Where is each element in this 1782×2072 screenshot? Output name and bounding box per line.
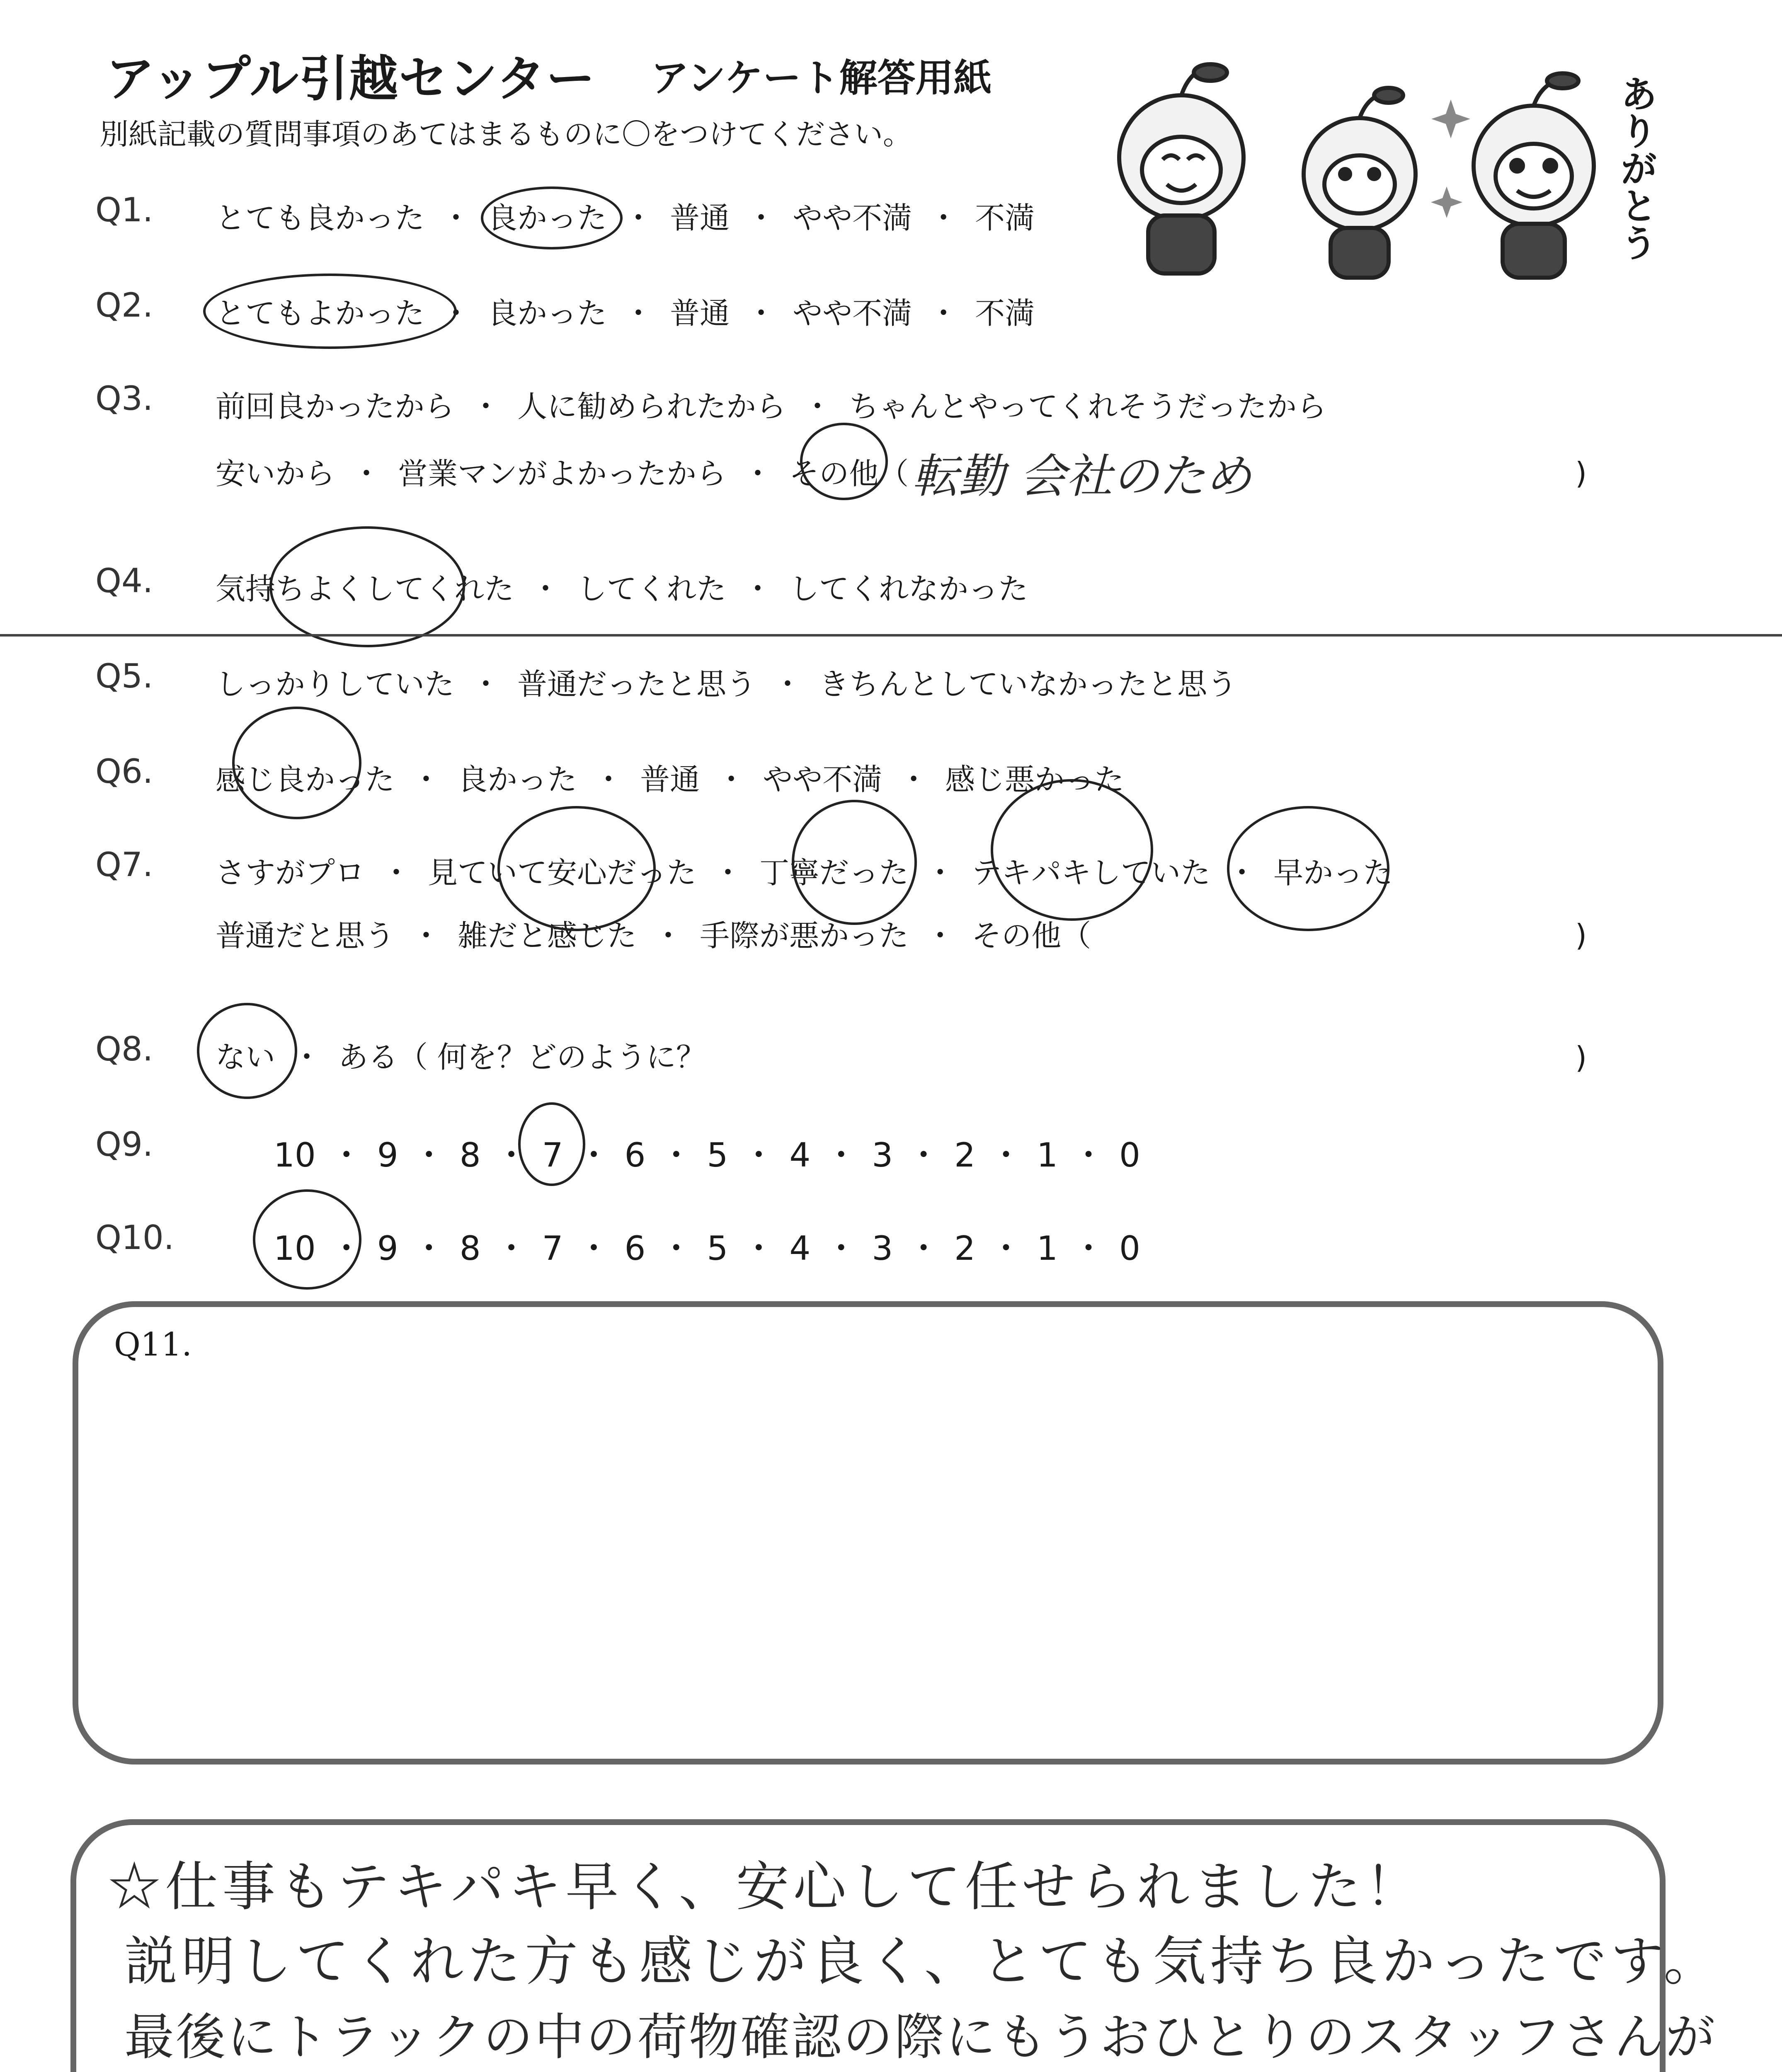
score-5[interactable]: 5 (707, 1229, 728, 1268)
option-good-salesman[interactable]: 営業マンがよかったから (398, 456, 727, 491)
score-6[interactable]: 6 (624, 1136, 646, 1174)
score-1[interactable]: 1 (1037, 1229, 1058, 1268)
selection-circle (991, 779, 1153, 921)
option-somewhat-dissatisfied[interactable]: やや不満 (763, 762, 883, 797)
option-professional[interactable]: さすがプロ (216, 855, 365, 890)
closing-paren: ) (1575, 456, 1587, 491)
score-5[interactable]: 5 (707, 1136, 728, 1174)
mascot-illustration (1086, 50, 1658, 282)
option-very-good[interactable]: とても良かった (216, 201, 425, 235)
option-very-good[interactable]: とてもよかった (216, 296, 425, 331)
question-row-q3-line2: 安いから ・ 営業マンがよかったから ・ その他（ (216, 456, 909, 491)
option-good[interactable]: 良かった (487, 201, 607, 235)
fold-line (0, 634, 1782, 637)
score-9[interactable]: 9 (377, 1229, 398, 1268)
score-7[interactable]: 7 (542, 1136, 563, 1174)
question-label: Q4. (95, 562, 153, 600)
score-10[interactable]: 10 (274, 1229, 316, 1268)
option-some[interactable]: ある（ 何を？どのように？ (338, 1040, 706, 1075)
option-recommended[interactable]: 人に勧められたから (517, 389, 786, 424)
question-row-q7-line2: 普通だと思う ・ 雑だと感じた ・ 手際が悪かった ・ その他（ (216, 918, 1091, 953)
option-sloppy[interactable]: 雑だと感じた (458, 918, 637, 953)
monkey-left-icon (1119, 64, 1244, 274)
selection-circle (481, 186, 623, 249)
option-none[interactable]: ない (216, 1040, 276, 1075)
score-2[interactable]: 2 (954, 1136, 976, 1174)
option-cheap[interactable]: 安いから (216, 456, 335, 491)
question-label: Q3. (95, 379, 153, 418)
instruction-text: 別紙記載の質問事項のあてはまるものに〇をつけてください。 (99, 117, 912, 151)
monkey-right-icon (1474, 73, 1594, 278)
option-reassuring[interactable]: 見ていて安心だった (428, 855, 697, 890)
score-4[interactable]: 4 (789, 1229, 811, 1268)
closing-paren: ) (1575, 1040, 1587, 1075)
option-normal[interactable]: 普通 (640, 762, 700, 797)
question-label: Q9. (95, 1125, 153, 1164)
option-normal[interactable]: 普通 (670, 201, 730, 235)
score-3[interactable]: 3 (872, 1136, 893, 1174)
option-dissatisfied[interactable]: 不満 (975, 201, 1035, 235)
comment-line: 最後にトラックの中の荷物確認の際にもうおひとりのスタッフさんが (124, 2009, 1717, 2066)
score-10[interactable]: 10 (274, 1136, 316, 1174)
question-label: Q10. (95, 1218, 175, 1257)
option-did[interactable]: してくれた (577, 571, 727, 606)
score-6[interactable]: 6 (624, 1229, 646, 1268)
question-label: Q7. (95, 845, 153, 884)
option-careful[interactable]: 丁寧だった (759, 855, 909, 890)
q11-label: Q11. (114, 1326, 192, 1363)
selection-circle (253, 1189, 361, 1290)
option-good[interactable]: 良かった (487, 296, 607, 331)
score-8[interactable]: 8 (459, 1136, 481, 1174)
option-thorough[interactable]: しっかりしていた (216, 667, 455, 702)
option-somewhat-dissatisfied[interactable]: やや不満 (793, 201, 912, 235)
option-clumsy[interactable]: 手際が悪かった (700, 918, 909, 953)
option-efficient[interactable]: テキパキしていた (972, 855, 1211, 890)
option-not-thorough[interactable]: きちんとしていなかったと思う (819, 667, 1237, 702)
option-normal[interactable]: 普通だと思う (216, 918, 395, 953)
mascot-caption: ありがとう (1614, 75, 1657, 261)
score-4[interactable]: 4 (789, 1136, 811, 1174)
option-good[interactable]: 良かった (458, 762, 577, 797)
score-1[interactable]: 1 (1037, 1136, 1058, 1174)
option-pleasant[interactable]: 気持ちよくしてくれた (216, 571, 514, 606)
option-seemed-reliable[interactable]: ちゃんとやってくれそうだったから (849, 389, 1327, 424)
score-8[interactable]: 8 (459, 1229, 481, 1268)
score-7[interactable]: 7 (542, 1229, 563, 1268)
selection-circle (518, 1102, 585, 1186)
handwritten-other-reason: 転勤 会社のため (912, 450, 1252, 503)
form-title: アンケート解答用紙 (651, 56, 992, 100)
sparkle-icon (1431, 99, 1470, 218)
selection-circle (1227, 806, 1389, 931)
option-dissatisfied[interactable]: 不満 (975, 296, 1035, 331)
selection-circle (497, 806, 656, 931)
option-normal[interactable]: 普通 (670, 296, 730, 331)
option-unfriendly[interactable]: 感じ悪かった (945, 762, 1125, 797)
option-previous-good[interactable]: 前回良かったから (216, 389, 455, 424)
selection-circle (203, 274, 457, 349)
option-fast[interactable]: 早かった (1273, 855, 1393, 890)
selection-circle (792, 800, 917, 925)
option-friendly[interactable]: 感じ良かった (216, 762, 395, 797)
selection-circle (269, 526, 465, 647)
score-3[interactable]: 3 (872, 1229, 893, 1268)
comment-line: ☆仕事もテキパキ早く、安心して任せられました！ (108, 1856, 1423, 1918)
selection-circle (197, 1003, 297, 1099)
closing-paren: ) (1575, 918, 1587, 953)
option-somewhat-dissatisfied[interactable]: やや不満 (793, 296, 912, 331)
selection-circle (232, 707, 361, 819)
company-name: アップル引越センター (106, 50, 596, 107)
score-9[interactable]: 9 (377, 1136, 398, 1174)
q11-answer-box[interactable] (73, 1301, 1663, 1765)
option-other[interactable]: その他（ (789, 456, 909, 491)
question-label: Q6. (95, 752, 153, 791)
score-0[interactable]: 0 (1119, 1229, 1140, 1268)
monkey-middle-icon (1304, 88, 1416, 278)
score-2[interactable]: 2 (954, 1229, 976, 1268)
question-label: Q2. (95, 286, 153, 324)
option-other[interactable]: その他（ (972, 918, 1091, 953)
comment-line: 説明してくれた方も感じが良く、とても気持ち良かったです。 (124, 1931, 1721, 1992)
selection-circle (800, 423, 888, 500)
option-did-not[interactable]: してくれなかった (789, 571, 1028, 606)
question-label: Q8. (95, 1030, 153, 1068)
question-label: Q5. (95, 657, 153, 695)
option-average[interactable]: 普通だったと思う (517, 667, 756, 702)
score-0[interactable]: 0 (1119, 1136, 1140, 1174)
question-label: Q1. (95, 191, 153, 229)
